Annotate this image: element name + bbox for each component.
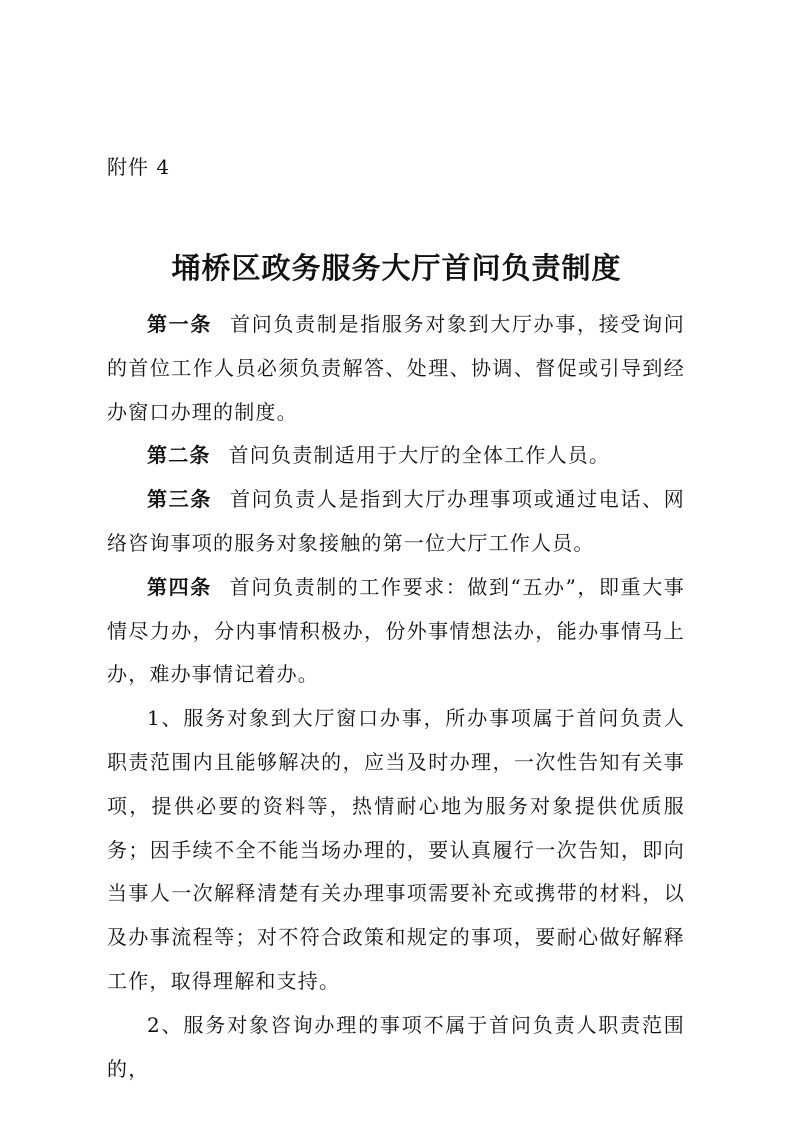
- article-4-text: 首问负责制的工作要求：做到“五办”，即重大事情尽力办，分内事情积极办，份外事情想法办，能办事情马上办，难办事情记着办。: [107, 574, 685, 687]
- document-body: [107, 303, 685, 1091]
- article-2-label: 第二条: [147, 443, 211, 468]
- article-1-label: 第一条: [147, 312, 213, 336]
- item-2-paragraph: [107, 1004, 685, 1092]
- item-1-paragraph: [107, 697, 685, 1004]
- article-4-paragraph: [107, 566, 685, 697]
- article-3-label: 第三条: [147, 487, 213, 512]
- article-1-text: 首问负责制是指服务对象到大厅办事，接受询问的首位工作人员必须负责解答、处理、协调、督促或引导到经办窗口办理的制度。: [107, 312, 685, 424]
- article-3-paragraph: [107, 478, 685, 566]
- document-title: 埇桥区政务服务大厅首问负责制度: [171, 251, 622, 285]
- article-1-paragraph: [107, 303, 685, 434]
- article-4-label: 第四条: [147, 574, 212, 599]
- article-2-paragraph: [107, 434, 685, 478]
- article-3-text: 首问负责人是指到大厅办理事项或通过电话、网络咨询事项的服务对象接触的第一位大厅工作人员。: [107, 487, 685, 555]
- item-1-text: 1、服务对象到大厅窗口办事，所办事项属于首问负责人职责范围内且能够解决的，应当及时办理，一次性告知有关事项，提供必要的资料等，热情耐心地为服务对象提供优质服务；因手续不全不能当场办理的，要认真履行一次告知，即向当事人一次解释清楚有关办理事项需要补充或携带的材料，以及办事流程等；对不符合政策和规定的事项，要耐心做好解释工作，取得理解和支持。: [107, 706, 685, 993]
- article-2-text: 首问负责制适用于大厅的全体工作人员。: [228, 443, 611, 468]
- attachment-label: 附件 4: [107, 155, 171, 179]
- item-2-text: 2、服务对象咨询办理的事项不属于首问负责人职责范围的，: [107, 1012, 685, 1081]
